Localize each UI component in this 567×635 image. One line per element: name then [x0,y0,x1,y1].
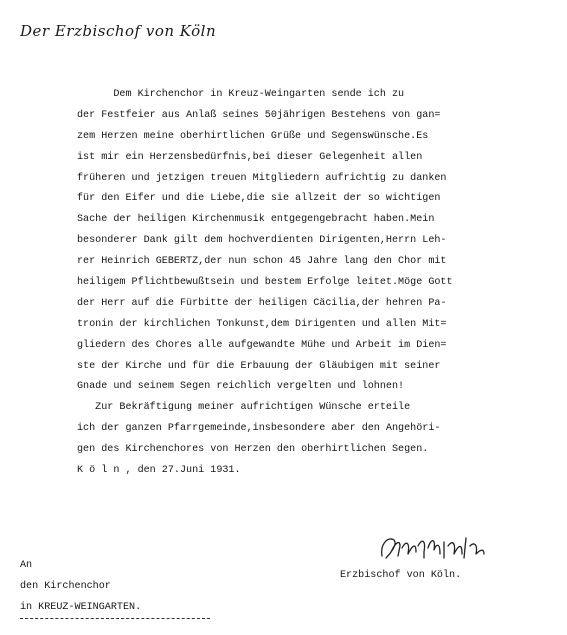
recipient-address [20,555,141,618]
body-line: gen des Kirchenchores von Herzen den oberhirtlichen Segen. [77,444,429,456]
letterhead: Der Erzbischof von Köln [20,22,217,40]
body-line: der Festfeier aus Anlaß seines 50jährigen Bestehens von gan= [77,109,441,121]
address-line: An [20,560,33,571]
address-line: den Kirchenchor [20,581,111,592]
body-line: ich der ganzen Pfarrgemeinde,insbesondere aber den Angehöri- [77,423,441,435]
letter-body [77,85,547,482]
body-line: besonderer Dank gilt dem hochverdienten Dirigenten,Herrn Leh- [77,235,447,247]
body-line: Dem Kirchenchor in Kreuz-Weingarten sende ich zu [77,89,405,100]
body-line: Zur Bekräftigung meiner aufrichtigen Wünsche erteile [77,402,411,414]
body-line: für den Eifer und die Liebe,die sie allzeit der so wichtigen [77,193,441,205]
body-line: gliedern des Chores alle aufgewandte Mühe und Arbeit im Dien= [77,339,447,351]
body-line: Gnade und seinem Segen reichlich vergelten und lohnen! [77,381,405,393]
address-line: in KREUZ-WEINGARTEN. [20,602,142,613]
body-line: heiligem Pflichtbewußtsein und bestem Erfolge leitet.Möge Gott [77,277,453,289]
body-line: Sache der heiligen Kirchenmusik entgegengebracht haben.Mein [77,214,435,226]
signer-title: Erzbischof von Köln. [340,570,462,581]
body-line: zem Herzen meine oberhirtlichen Grüße und Segenswünsche.Es [77,130,429,142]
body-line: ste der Kirche und für die Erbauung der Gläubigen mit seiner [77,360,441,372]
body-line: der Herr auf die Fürbitte der heiligen Cäcilia,der hehren Pa- [77,297,447,309]
address-underline [20,618,210,619]
body-line: tronin der kirchlichen Tonkunst,dem Dirigenten und allen Mit= [77,318,447,330]
body-line: früheren und jetzigen treuen Mitgliedern aufrichtig zu danken [77,172,447,184]
body-line: ist mir ein Herzensbedürfnis,bei dieser Gelegenheit allen [77,151,423,163]
date-line: K ö l n , den 27.Juni 1931. [77,465,241,477]
handwritten-signature [378,532,488,566]
body-line: rer Heinrich GEBERTZ,der nun schon 45 Jahre lang den Chor mit [77,256,447,268]
